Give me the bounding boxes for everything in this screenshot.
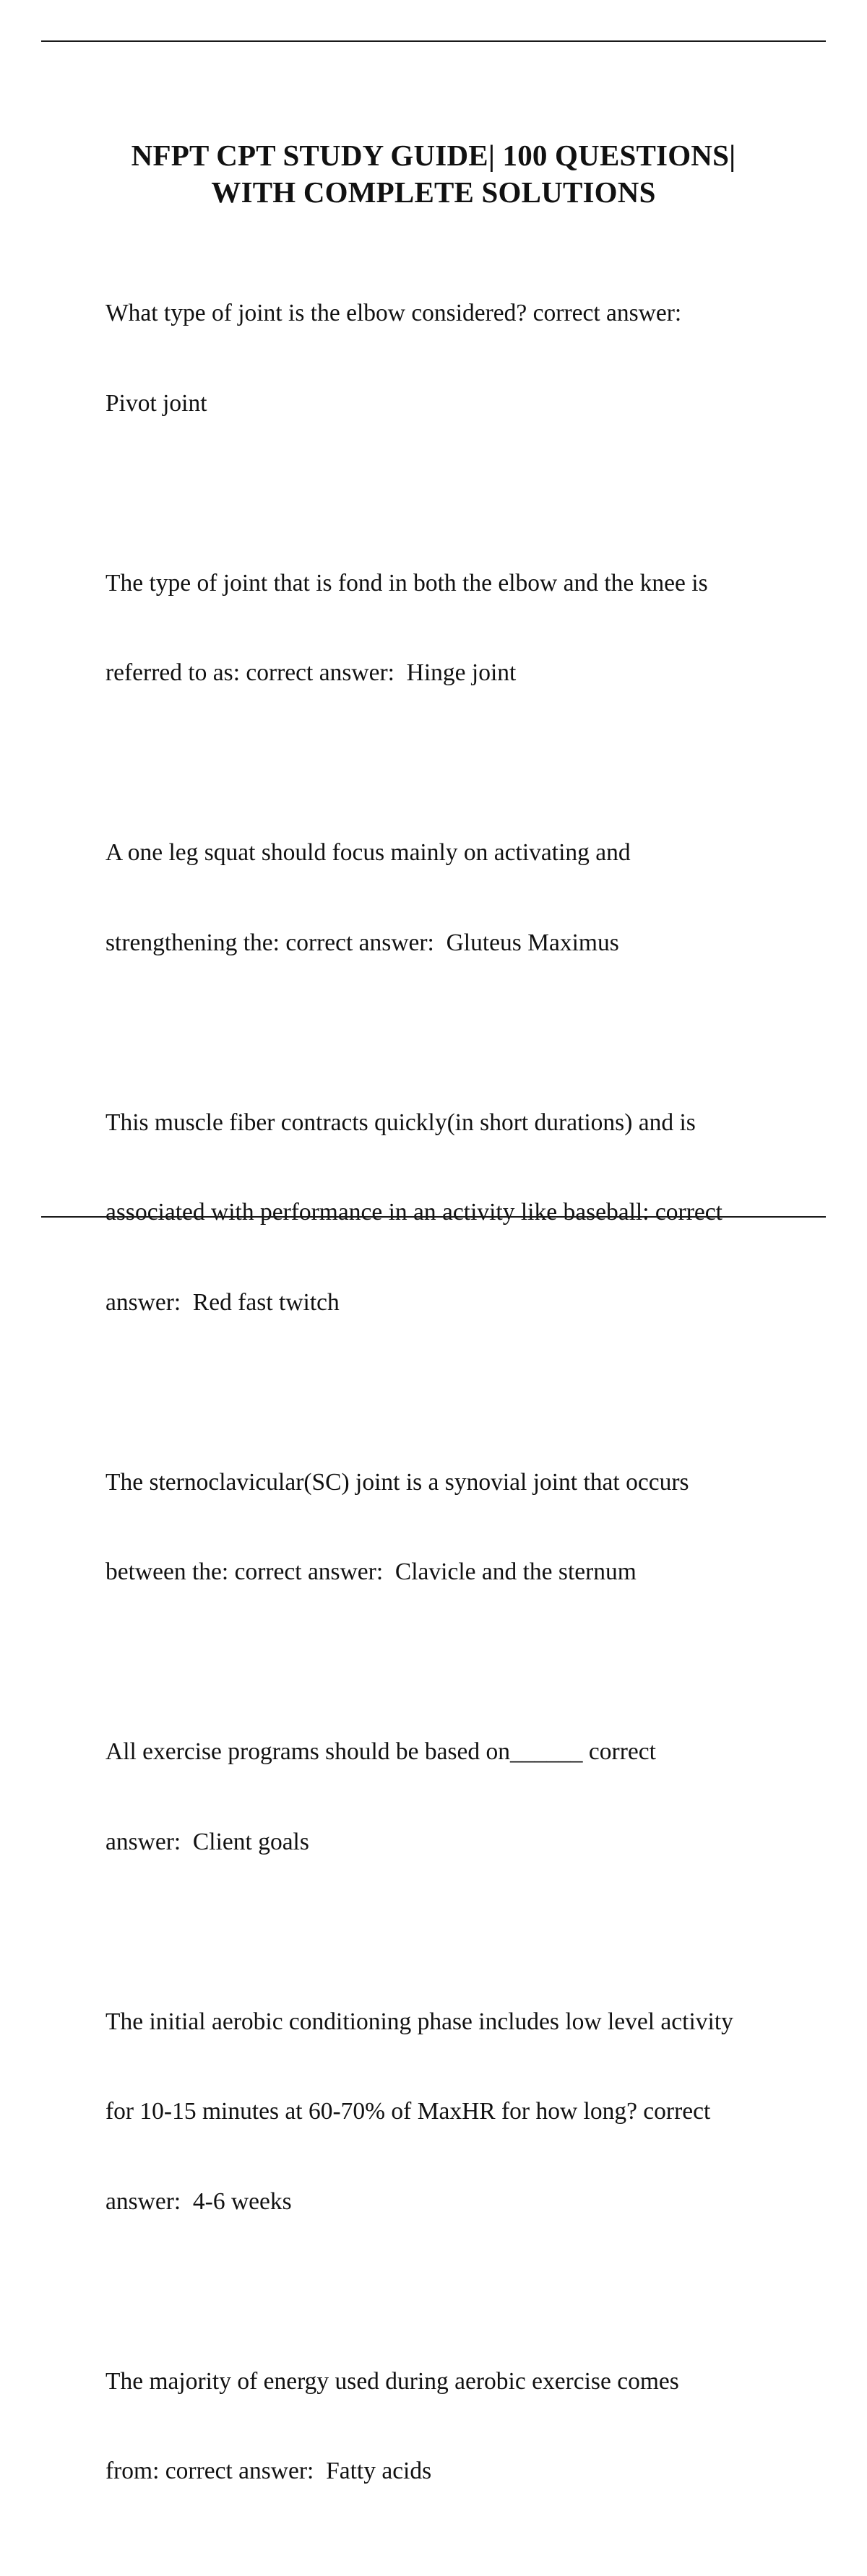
qa-item-2 (105, 508, 799, 748)
qa-line: The sternoclavicular(SC) joint is a synovial joint that occurs (105, 1468, 689, 1496)
title-line-1: NFPT CPT STUDY GUIDE| 100 QUESTIONS| (131, 139, 736, 172)
qa-line: between the: correct answer: Clavicle and the sternum (105, 1558, 637, 1585)
qa-line: This muscle fiber contracts quickly(in short durations) and is (105, 1109, 696, 1136)
qa-line: strengthening the: correct answer: Gluteus Maximus (105, 929, 619, 956)
qa-item-6 (105, 1677, 799, 1917)
qa-line: The majority of energy used during aerobic exercise comes (105, 2367, 679, 2395)
qa-item-7 (105, 1947, 799, 2277)
qa-line: What type of joint is the elbow considered? correct answer: (105, 300, 682, 326)
qa-line: for 10-15 minutes at 60-70% of MaxHR for how long? correct (105, 2098, 711, 2125)
qa-item-5 (105, 1408, 799, 1647)
qa-line: from: correct answer: Fatty acids (105, 2458, 432, 2484)
question-answer-list (105, 238, 799, 2576)
qa-line: answer: 4-6 weeks (105, 2187, 292, 2215)
qa-item-8 (105, 2307, 799, 2546)
document-title (72, 137, 795, 211)
qa-line: answer: Client goals (105, 1828, 309, 1855)
qa-line: Pivot joint (105, 389, 207, 417)
qa-line: associated with performance in an activity like baseball: correct (105, 1199, 722, 1226)
qa-line: A one leg squat should focus mainly on activating and (105, 839, 631, 866)
qa-line: The type of joint that is fond in both the elbow and the knee is (105, 569, 708, 597)
qa-line: All exercise programs should be based on______ correct (105, 1738, 656, 1765)
bottom-rule (41, 1216, 826, 1218)
qa-line: referred to as: correct answer: Hinge joint (105, 659, 517, 686)
qa-line: answer: Red fast twitch (105, 1288, 340, 1316)
top-rule (41, 40, 826, 42)
title-line-2: WITH COMPLETE SOLUTIONS (211, 175, 656, 209)
qa-line: The initial aerobic conditioning phase includes low level activity (105, 2008, 733, 2035)
qa-item-4 (105, 1048, 799, 1378)
qa-item-3 (105, 778, 799, 1018)
qa-item-1 (105, 238, 799, 478)
